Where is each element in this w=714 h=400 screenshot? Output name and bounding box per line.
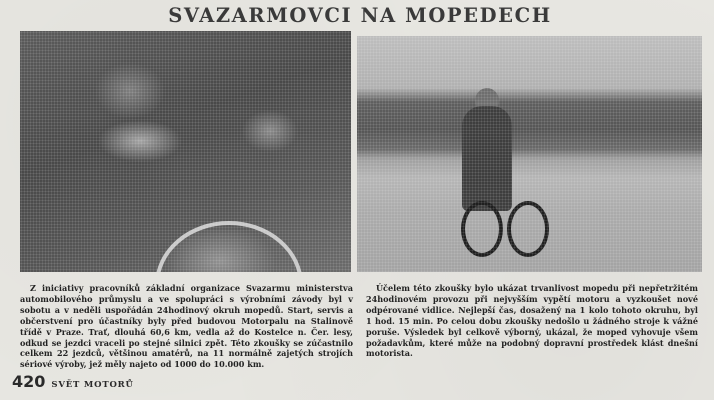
article-column-left: Z iniciativy pracovníků základní organizace Svazarmu ministerstva automobilového průmyslu a ve spolupráci s výrobními závody byl v sobotu a v neděli uspořádán 24hodinový okruh mopedů. Start, servis a občerstvení pro účastníky byly před budovou Motorpalu na Stalinově třídě v Praze. Trať, dlouhá 60,6 km, vedla až do Kostelce n. Čer. lesy, odkud se jezdci vraceli po stejné silnici zpět. Této zkoušky se zúčastnilo celkem 22 jezdců, většinou amatérů, na 11 normálně zajetých strojích sériové výroby, jež měly najeto od 1000 do 10.000 km.: [20, 283, 353, 370]
article-column-right: Účelem této zkoušky bylo ukázat trvanlivost mopedu při nepřetržitém 24hodinovém provozu při nejvyšším vypětí motoru a vyzkoušet nové odpérované vidlice. Nejlepší čas, dosažený na 1 kolo tohoto okruhu, byl 1 hod. 15 min. Po celou dobu zkoušky nedošlo u žádného stroje k vážné poruše. Výsledek byl celkově výborný, ukázal, že moped vyhovuje všem požadavkům, které může na podobný dopravní prostředek klást dnešní motorista.: [366, 283, 698, 359]
moped-wheel: [155, 221, 303, 272]
moped-rear-wheel: [461, 201, 503, 257]
magazine-name: SVĚT MOTORŮ: [51, 380, 134, 390]
page-footer: [12, 372, 134, 391]
page-number: 420: [12, 372, 46, 391]
photo-description: [357, 36, 358, 37]
photo-moped-rider: [357, 36, 702, 272]
photo-moped-servicing: [20, 31, 351, 272]
moped-front-wheel: [507, 201, 549, 257]
rider-figure: [462, 106, 512, 211]
photo-description: [20, 31, 21, 32]
article-headline: SVAZARMOVCI NA MOPEDECH: [168, 4, 552, 27]
